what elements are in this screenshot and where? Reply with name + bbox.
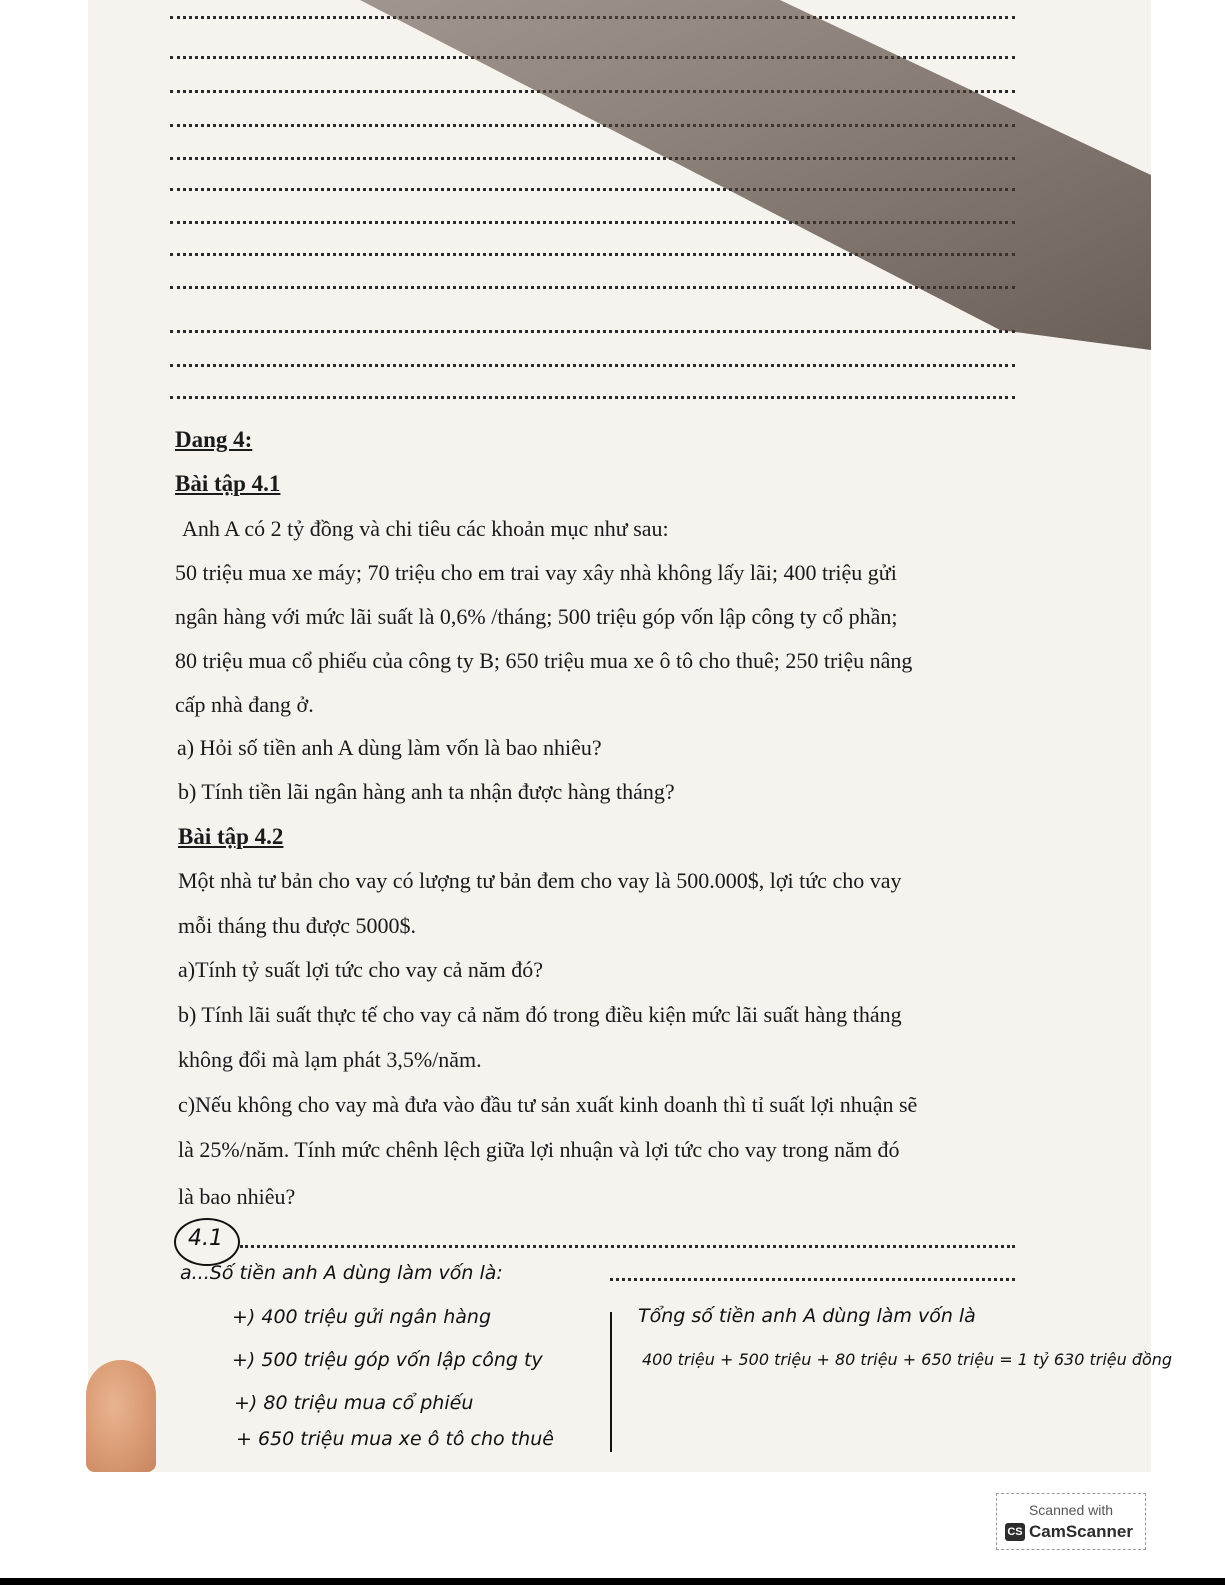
circled-label: 4.1 [188,1226,223,1251]
exercise-line: 80 triệu mua cổ phiếu của công ty B; 650 triệu mua xe ô tô cho thuê; 250 triệu nâng [175,648,913,673]
handwritten-total-label: Tổng số tiền anh A dùng làm vốn là [638,1305,976,1327]
handwritten-item: +) 400 triệu gửi ngân hàng [232,1306,492,1328]
dotted-line [170,188,1015,191]
handwritten-answer-a: a...Số tiền anh A dùng làm vốn là: [180,1262,503,1284]
dotted-line [170,56,1015,59]
exercise-line: 50 triệu mua xe máy; 70 triệu cho em trai vay xây nhà không lấy lãi; 400 triệu gửi [175,560,897,585]
dotted-line [170,286,1015,289]
handwritten-item: + 650 triệu mua xe ô tô cho thuê [236,1428,554,1450]
exercise-line: là 25%/năm. Tính mức chênh lệch giữa lợi nhuận và lợi tức cho vay trong năm đó [178,1137,900,1162]
dotted-line [170,157,1015,160]
exercise-line: là bao nhiêu? [178,1184,296,1209]
exercise-title: Bài tập 4.2 [178,824,284,849]
dotted-line [240,1245,1015,1248]
exercise-question: b) Tính tiền lãi ngân hàng anh ta nhận được hàng tháng? [178,779,675,804]
dotted-line [170,90,1015,93]
dotted-line [170,16,1015,19]
exercise-question: b) Tính lãi suất thực tế cho vay cả năm đó trong điều kiện mức lãi suất hàng tháng [178,1002,902,1027]
exercise-line: Anh A có 2 tỷ đồng và chi tiêu các khoản mục như sau: [182,516,669,541]
watermark-brand: CamScanner [1029,1522,1133,1541]
camscanner-watermark [996,1493,1146,1550]
exercise-line: ngân hàng với mức lãi suất là 0,6% /tháng; 500 triệu góp vốn lập công ty cổ phần; [175,604,898,629]
bottom-border [0,1578,1225,1585]
dotted-line [170,364,1015,367]
dotted-line [170,396,1015,399]
handwritten-divider [610,1312,612,1452]
dotted-line [170,253,1015,256]
thumb-image [86,1360,156,1472]
exercise-line: không đổi mà lạm phát 3,5%/năm. [178,1047,482,1072]
camscanner-logo-icon: CS [1005,1523,1025,1541]
dotted-line [610,1278,1015,1281]
exercise-question: c)Nếu không cho vay mà đưa vào đầu tư sản xuất kinh doanh thì tỉ suất lợi nhuận sẽ [178,1092,918,1117]
exercise-line: Một nhà tư bản cho vay có lượng tư bản đem cho vay là 500.000$, lợi tức cho vay [178,868,902,893]
section-heading: Dang 4: [175,427,253,452]
exercise-line: mỗi tháng thu được 5000$. [178,913,417,938]
handwritten-item: +) 80 triệu mua cổ phiếu [234,1392,474,1414]
exercise-title: Bài tập 4.1 [175,471,281,496]
handwritten-item: +) 500 triệu góp vốn lập công ty [232,1349,543,1371]
dotted-line [170,330,1015,333]
dotted-line [170,221,1015,224]
watermark-caption: Scanned with [1028,1502,1114,1518]
exercise-question: a) Hỏi số tiền anh A dùng làm vốn là bao nhiêu? [177,735,602,760]
handwritten-total-sum: 400 triệu + 500 triệu + 80 triệu + 650 triệu = 1 tỷ 630 triệu đồng [642,1350,1173,1369]
exercise-question: a)Tính tỷ suất lợi tức cho vay cả năm đó? [178,957,544,982]
exercise-line: cấp nhà đang ở. [175,692,314,717]
dotted-line [170,124,1015,127]
